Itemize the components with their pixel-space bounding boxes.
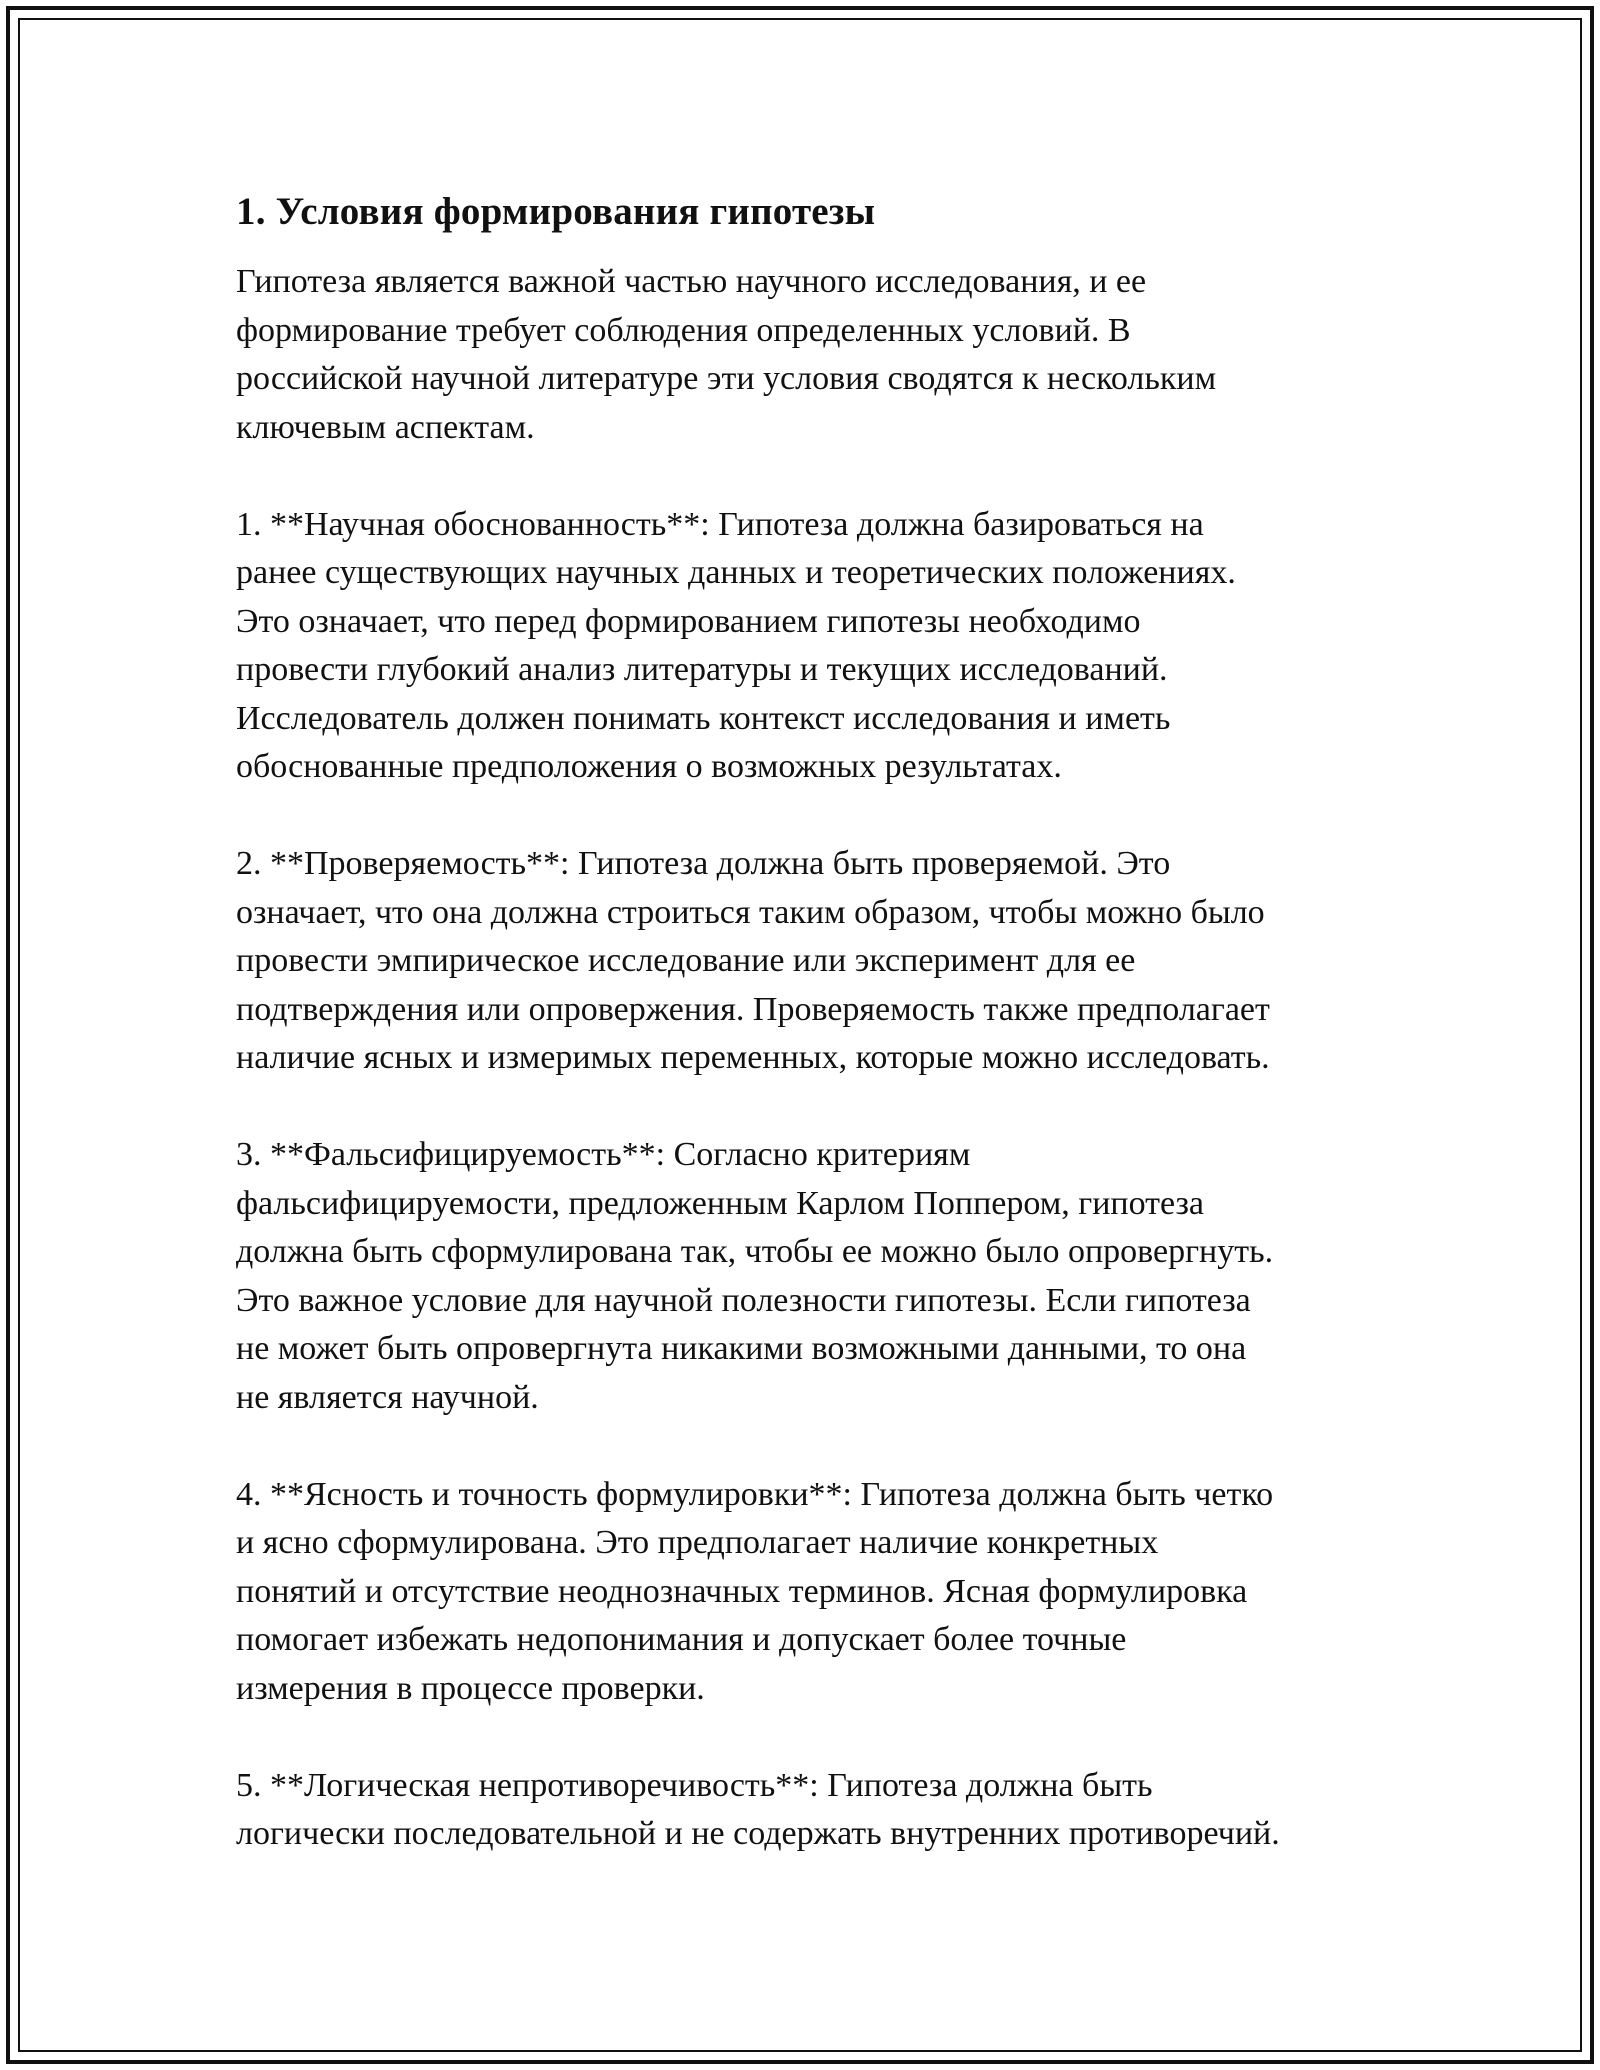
condition-paragraph-5: 5. **Логическая непротиворечивость**: Гипотеза должна быть логически последовательной и не содержать внутренних противоречий. (236, 1766, 1280, 1852)
condition-paragraph-2: 2. **Проверяемость**: Гипотеза должна быть проверяемой. Это означает, что она должна строиться таким образом, чтобы можно было провести эмпирическое исследование или эксперимент для ее подтверждения или опровержения. Проверяемость также предполагает наличие ясных и измеримых переменных, которые можно исследовать. (236, 845, 1270, 1076)
section-heading: 1. Условия формирования гипотезы (236, 190, 876, 233)
document-body (236, 188, 1386, 1859)
condition-paragraph-4: 4. **Ясность и точность формулировки**: Гипотеза должна быть четко и ясно сформулирована. Это предполагает наличие конкретных понятий и отсутствие неоднозначных терминов. Ясная формулировка помогает избежать недопонимания и допускает более точные измерения в процессе проверки. (236, 1475, 1274, 1707)
condition-paragraph-3: 3. **Фальсифицируемость**: Согласно критериям фальсифицируемости, предложенным Карлом Поппером, гипотеза должна быть сформулирована так, чтобы ее можно было опровергнуть. Это важное условие для научной полезности гипотезы. Если гипотеза не может быть опровергнута никакими возможными данными, то она не является научной. (236, 1136, 1274, 1416)
intro-paragraph: Гипотеза является важной частью научного исследования, и ее формирование требует соблюдения определенных условий. В российской научной литературе эти условия сводятся к нескольким ключевым аспектам. (236, 263, 1217, 446)
condition-paragraph-1: 1. **Научная обоснованность**: Гипотеза должна базироваться на ранее существующих научных данных и теоретических положениях. Это означает, что перед формированием гипотезы необходимо провести глубокий анализ литературы и текущих исследований. Исследователь должен понимать контекст исследования и иметь обоснованные предположения о возможных результатах. (236, 505, 1236, 785)
